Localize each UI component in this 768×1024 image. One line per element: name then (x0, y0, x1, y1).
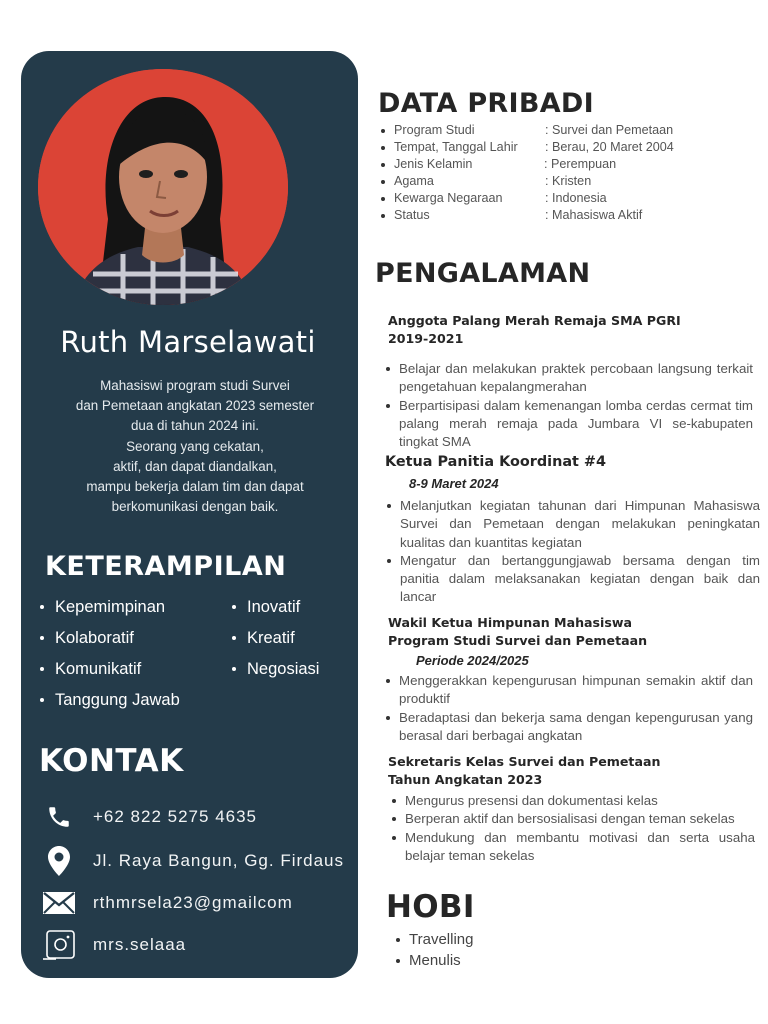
job-bullets (400, 497, 760, 607)
summary-line: dan Pemetaan angkatan 2023 semester (75, 398, 315, 414)
job-title (388, 312, 681, 348)
job-title-line: Sekretaris Kelas Survei dan Pemetaan (388, 754, 661, 769)
summary-line: mampu bekerja dalam tim dan dapat (86, 479, 304, 495)
summary-line: dua di tahun 2024 ini. (130, 418, 260, 434)
summary-line: Seorang yang cekatan, (126, 438, 264, 454)
personal-row (380, 190, 760, 207)
job-title (385, 453, 606, 471)
job-title-line: Wakil Ketua Himpunan Mahasiswa (388, 615, 632, 630)
field-label: Status (394, 208, 430, 222)
job-bullet: Mengurus presensi dan dokumentasi kelas (405, 792, 755, 810)
job-bullets (399, 672, 753, 745)
personal-row (380, 156, 760, 173)
job-bullet: Beradaptasi dan bekerja sama dengan kepengurusan yang berasal dari berbagai angkatan (399, 709, 753, 746)
envelope-icon (39, 887, 79, 919)
location-pin-icon (39, 845, 79, 877)
skill-item: Inovatif (231, 595, 319, 626)
person-name: Ruth Marselawati (60, 325, 316, 359)
field-value: : Berau, 20 Maret 2004 (545, 140, 674, 154)
job-bullet: Mengatur dan bertanggungjawab bersama dengan tim panitia dalam melaksanakan kegiatan dengan baik dan lancar (400, 552, 760, 607)
job-date: Periode 2024/2025 (416, 653, 529, 668)
job-title (388, 753, 660, 789)
contact-heading: KONTAK (39, 743, 184, 779)
personal-row (380, 207, 760, 224)
contact-instagram (39, 929, 186, 961)
skill-item: Kolaboratif (39, 626, 180, 657)
job-title-line: Tahun Angkatan 2023 (388, 772, 543, 787)
field-value: : Perempuan (544, 157, 617, 171)
job-bullet: Belajar dan melakukan praktek percobaan langsung terkait pengetahuan kepalangmerahan (399, 360, 753, 397)
skills-column-1 (39, 595, 180, 719)
personal-data-heading: DATA PRIBADI (378, 88, 594, 119)
portrait-illustration (38, 69, 288, 305)
field-label: Tempat, Tanggal Lahir (394, 140, 518, 154)
skill-item: Kreatif (231, 626, 319, 657)
skill-item: Kepemimpinan (39, 595, 180, 626)
field-label: Kewarga Negaraan (394, 191, 503, 205)
hobby-item: Travelling (409, 931, 474, 948)
field-value: : Indonesia (545, 191, 607, 205)
summary-line: aktif, dan dapat diandalkan, (113, 458, 277, 474)
contact-phone (39, 801, 257, 833)
field-label: Program Studi (394, 123, 475, 137)
personal-row (380, 122, 760, 139)
contact-address (39, 845, 344, 877)
personal-row (380, 173, 760, 190)
job-bullets (399, 360, 753, 451)
field-value: : Mahasiswa Aktif (545, 208, 643, 222)
field-label: Jenis Kelamin (394, 157, 473, 171)
profile-summary (39, 376, 351, 517)
address-text: Jl. Raya Bangun, Gg. Firdaus (93, 851, 345, 870)
field-value: : Kristen (545, 174, 592, 188)
phone-number[interactable]: +62 822 5275 4635 (93, 807, 258, 826)
job-bullet: Berpartisipasi dalam kemenangan lomba cerdas cermat tim palang merah remaja pada Jumbara VI se-kabupaten tingkat SMA (399, 397, 753, 452)
contact-email (39, 887, 293, 919)
personal-data-list (380, 122, 760, 224)
skill-item: Tanggung Jawab (39, 688, 180, 719)
job-title-line: Ketua Panitia Koordinat #4 (385, 454, 607, 470)
job-bullet: Berperan aktif dan bersosialisasi dengan teman sekelas (405, 810, 755, 828)
experience-heading: PENGALAMAN (375, 258, 591, 289)
skill-item: Komunikatif (39, 657, 180, 688)
hobby-item: Menulis (409, 950, 473, 971)
email-address[interactable]: rthmrsela23@gmailcom (93, 893, 293, 912)
field-value: : Survei dan Pemetaan (545, 123, 674, 137)
skills-heading: KETERAMPILAN (45, 551, 287, 582)
instagram-icon (39, 929, 79, 961)
job-title-line: Program Studi Survei dan Pemetaan (388, 633, 648, 648)
job-title (388, 614, 647, 650)
job-bullet: Mendukung dan membantu motivasi dan serta usaha belajar teman sekelas (405, 829, 755, 866)
hobbies-list (409, 929, 473, 971)
job-period: 2019-2021 (388, 331, 464, 346)
personal-row (380, 139, 760, 156)
phone-icon (39, 801, 79, 833)
field-label: Agama (394, 174, 434, 188)
skill-item: Negosiasi (231, 657, 319, 688)
job-bullet: Menggerakkan kepengurusan himpunan semakin aktif dan produktif (399, 672, 753, 709)
summary-line: berkomunikasi dengan baik. (111, 499, 279, 515)
sidebar (21, 51, 358, 978)
instagram-handle[interactable]: mrs.selaaa (93, 935, 187, 954)
skills-column-2 (231, 595, 319, 688)
profile-photo (38, 69, 288, 305)
job-date: 8-9 Maret 2024 (409, 476, 499, 491)
hobbies-heading: HOBI (386, 889, 475, 925)
job-title-line: Anggota Palang Merah Remaja SMA PGRI (388, 313, 681, 328)
job-bullets (405, 792, 755, 865)
summary-line: Mahasiswi program studi Survei (100, 378, 290, 393)
job-bullet: Melanjutkan kegiatan tahunan dari Himpunan Mahasiswa Survei dan Pemetaan dengan melakukan peningkatan kualitas dan kuantitas kegiatan (400, 497, 760, 552)
